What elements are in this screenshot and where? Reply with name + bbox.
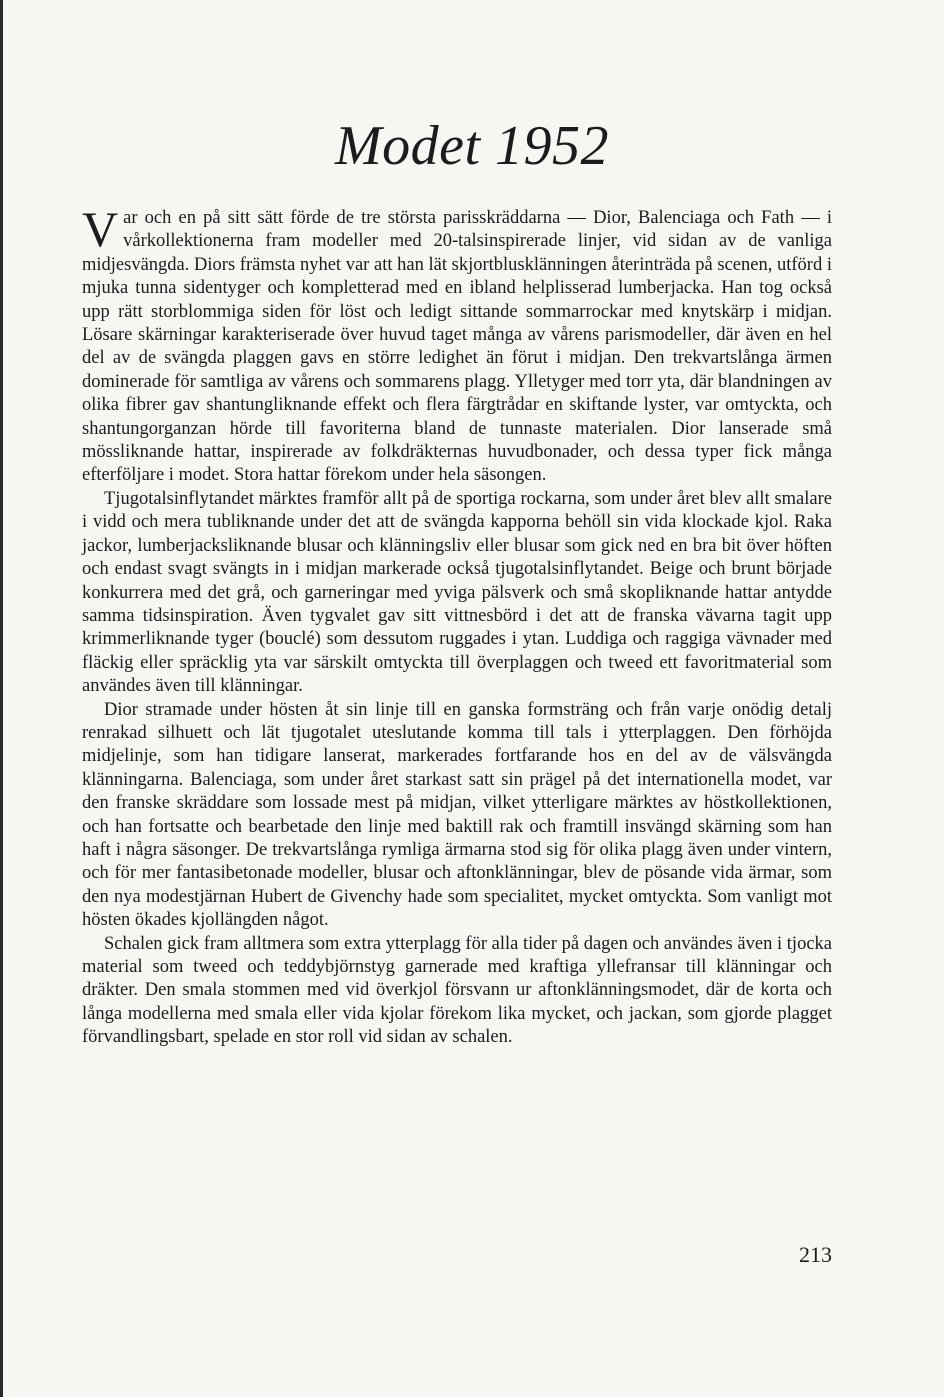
paragraph-1 (82, 201, 832, 488)
paragraph-2: Tjugotalsinflytandet märktes framför allt på de sportiga rockarna, som under året blev allt smalare i vidd och mera tubliknande under det att de svängda kapporna behöll sin vida klockade kjol. Raka jackor, lumberjacksliknande blusar och klänningsliv eller blusar som gick ned en bra bit över höften och endast svagt svängts in i midjan markerade också tjugotalsinflytandet. Beige och brunt började konkurrera med det grå, och garneringar med yviga pälsverk och små skopliknande hattar antydde samma tidsinspiration. Även tygvalet gav sitt vittnesbörd i det att de franska vävarna tagit upp krimmerliknande tyger (bouclé) som dessutom ruggades i ytan. Luddiga och raggiga vävnader med fläckig eller spräcklig yta var särskilt omtyckta till överplaggen och tweed ett favoritmaterial som användes även till klänningar. (82, 488, 832, 697)
paragraph-3: Dior stramade under hösten åt sin linje till en ganska formsträng och från varje onödig detalj renrakad silhuett och lät tjugotalet uteslutande komma till tals i ytterplaggen. Den förhöjda midjelinje, som han tidigare lanserat, markerades fortfarande hos en del av de välsvängda klänningarna. Balenciaga, som under året starkast satt sin prägel på det internationella modet, var den franske skräddare som lossade mest på midjan, vilket ytterligare märktes av höstkollektionen, och han fortsatte och bearbetade den linje med baktill rak och framtill insvängd skärning som han haft i några säsonger. De trekvartslånga rymliga ärmarna stod sig för olika plagg även under vintern, och för mer fantasibetonade modeller, blusar och aftonklänningar, blev de pösande vida ärmar, som den nya modestjärnan Hubert de Givenchy hade som specialitet, mycket omtyckta. Som vanligt mot hösten ökades kjollängden något. (82, 699, 832, 931)
paragraph-4: Schalen gick fram alltmera som extra ytterplagg för alla tider på dagen och användes även i tjocka material som tweed och teddybjörnstyg garnerade med kraftiga yllefransar till klänningar och dräkter. Den smala stommen med vid överkjol försvann ur aftonklänningsmodet, där de korta och långa modellerna med smala eller vida kjolar förekom lika mycket, och jackan, som gjorde plagget förvandlingsbart, spelade en stor roll vid sidan av schalen. (82, 933, 832, 1048)
page-title: Modet 1952 (334, 115, 610, 177)
article-body (82, 201, 832, 1050)
page-number: 213 (799, 1242, 832, 1267)
page-edge-shadow (0, 0, 3, 1397)
drop-cap: V (82, 201, 119, 257)
paragraph-1-text: ar och en på sitt sätt förde de tre största parisskräddarna — Dior, Balenciaga och Fath — i vårkollektionerna fram modeller med 20-talsinspirerade linjer, vid sidan av de vanliga midjesvängda. Diors främsta nyhet var att han lät skjortblusklänningen återinträda på scenen, utförd i mjuka tunna sidentyger och kompletterad med en ibland helplisserad lumberjacka. Han tog också upp rätt storblommiga siden för löst och ledigt sittande sommarrockar med knytskärp i midjan. Lösare skärningar karakteriserade över huvud taget många av vårens parismodeller, där även en hel del av de svängda plaggen gavs en större ledighet än förut i midjan. Den trekvartslånga ärmen dominerade för samtliga av vårens och sommarens plagg. Ylletyger med torr yta, där blandningen av olika fibrer gav shantungliknande effekt och flera färgtrådar en skiftande lyster, var omtyckta, och shantungorganzan hörde till favoriterna bland de tunnaste materialen. Dior lanserade små mössliknande hattar, inspirerade av folkdräkternas huvudbonader, och dessa typer fick många efterföljare i modet. Stora hattar förekom under hela säsongen. (82, 208, 832, 486)
